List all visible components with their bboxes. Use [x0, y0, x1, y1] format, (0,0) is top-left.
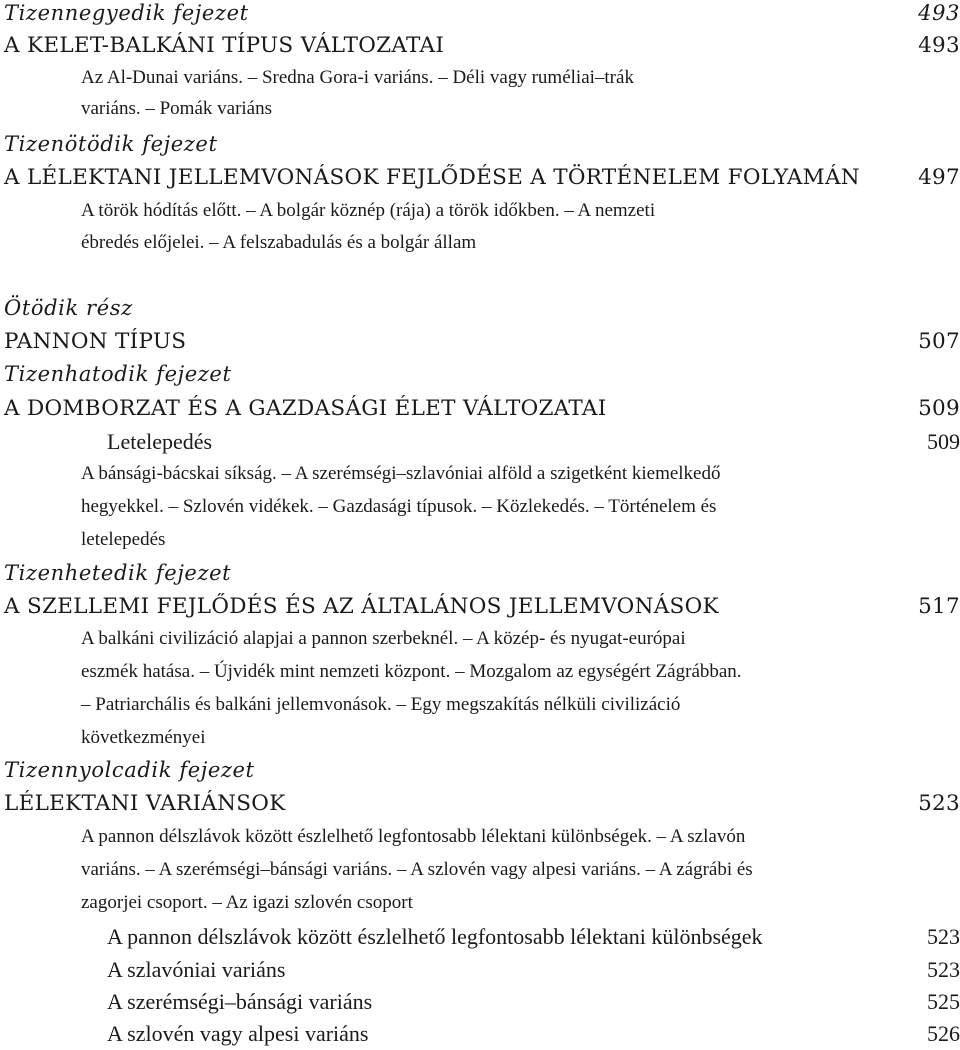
page-number: 509 — [918, 396, 960, 421]
description-line: – Patriarchális és balkáni jellemvonások. – Egy megszakítás nélküli civilizáció — [81, 694, 681, 715]
section-heading-text: A LÉLEKTANI JELLEMVONÁSOK FEJLŐDÉSE A TÖRTÉNELEM FOLYAMÁN — [4, 165, 860, 190]
section-heading-text: A DOMBORZAT ÉS A GAZDASÁGI ÉLET VÁLTOZATAI — [4, 396, 607, 421]
description-line: A török hódítás előtt. – A bolgár köznép (rája) a török időkben. – A nemzeti — [81, 200, 656, 221]
page-number: 517 — [918, 594, 960, 619]
page-number: 493 — [918, 1, 960, 25]
description-line: következményei — [81, 727, 206, 748]
chapter-label-text: Tizenötödik fejezet — [4, 132, 218, 156]
subsection-title: A szerémségi–bánsági variáns — [107, 989, 373, 1014]
page-number: 493 — [918, 33, 960, 58]
section-heading-text: A SZELLEMI FEJLŐDÉS ÉS AZ ÁLTALÁNOS JELLEMVONÁSOK — [4, 594, 719, 619]
description-line: Az Al-Dunai variáns. – Sredna Gora-i variáns. – Déli vagy ruméliai–trák — [81, 67, 634, 88]
description-line: variáns. – A szerémségi–bánsági variáns. – A szlovén vagy alpesi variáns. – A zágrábi és — [81, 859, 753, 880]
subsection-title: A szlovén vagy alpesi variáns — [107, 1021, 369, 1046]
page-number: 523 — [927, 957, 960, 982]
page-number: 523 — [918, 791, 960, 816]
description-line: zagorjei csoport. – Az igazi szlovén csoport — [81, 892, 413, 913]
chapter-label-text: Tizenhatodik fejezet — [4, 362, 232, 386]
page-number: 525 — [927, 989, 960, 1014]
page-number: 497 — [918, 165, 960, 190]
description-line: hegyekkel. – Szlovén vidékek. – Gazdasági típusok. – Közlekedés. – Történelem és — [81, 496, 717, 517]
section-heading-text: LÉLEKTANI VARIÁNSOK — [4, 791, 286, 816]
description-line: A bánsági-bácskai síkság. – A szerémségi–szlavóniai alföld a szigetként kiemelkedő — [81, 463, 721, 484]
chapter-label-text: Tizenhetedik fejezet — [4, 561, 232, 585]
page-number: 509 — [927, 429, 960, 454]
page-number: 507 — [918, 329, 960, 354]
part-label-text: Ötödik rész — [4, 296, 133, 320]
subsection-title: A szlavóniai variáns — [107, 957, 286, 982]
description-line: letelepedés — [81, 529, 166, 550]
subsection-title: Letelepedés — [107, 429, 213, 454]
chapter-label-text: Tizennyolcadik fejezet — [4, 758, 255, 782]
description-line: eszmék hatása. – Újvidék mint nemzeti központ. – Mozgalom az egységért Zágrábban. — [81, 661, 742, 682]
subsection-title: A pannon délszlávok között észlelhető legfontosabb lélektani különbségek — [107, 924, 763, 949]
description-line: ébredés előjelei. – A felszabadulás és a bolgár állam — [81, 232, 477, 253]
section-heading-text: A KELET-BALKÁNI TÍPUS VÁLTOZATAI — [4, 33, 445, 58]
page-number: 526 — [927, 1021, 960, 1046]
page-number: 523 — [927, 924, 960, 949]
description-line: A balkáni civilizáció alapjai a pannon szerbeknél. – A közép- és nyugat-európai — [81, 628, 686, 649]
part-heading-text: PANNON TÍPUS — [4, 329, 187, 354]
chapter-label-text: Tizennegyedik fejezet — [4, 1, 249, 25]
description-line: variáns. – Pomák variáns — [81, 98, 273, 119]
description-line: A pannon délszlávok között észlelhető legfontosabb lélektani különbségek. – A szlavón — [81, 826, 746, 847]
